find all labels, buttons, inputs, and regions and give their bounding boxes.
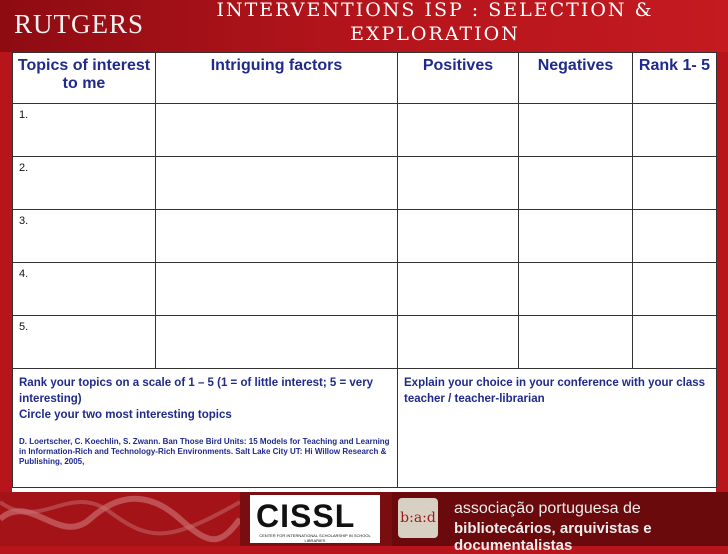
col-rank: Rank 1- 5 [633, 53, 717, 104]
table-row [13, 104, 717, 157]
rank-instruction: Rank your topics on a scale of 1 – 5 (1 = of little interest; 5 = very interesting) [19, 377, 374, 405]
circle-instruction: Circle your two most interesting topics [19, 409, 232, 421]
apbad-banner [392, 492, 728, 554]
cissl-logo [250, 495, 380, 543]
rank-cell[interactable] [633, 263, 717, 316]
negatives-cell[interactable] [519, 104, 633, 157]
negatives-cell[interactable] [519, 263, 633, 316]
cissl-subtitle: CENTER FOR INTERNATIONAL SCHOLARSHIP IN SCHOOL LIBRARIES [259, 533, 371, 543]
topic-cell[interactable] [13, 157, 156, 210]
footer-row [13, 369, 717, 488]
bottom-banner [0, 492, 728, 554]
table-row [13, 316, 717, 369]
table-row [13, 210, 717, 263]
positives-cell[interactable] [398, 263, 519, 316]
cissl-logo-text: CISSL [256, 498, 356, 534]
negatives-cell[interactable] [519, 210, 633, 263]
topic-cell[interactable] [13, 263, 156, 316]
knot-ornament-icon [0, 492, 240, 546]
row-number: 2. [19, 162, 29, 174]
row-number: 3. [19, 215, 29, 227]
header-bar [0, 0, 728, 52]
selection-table [12, 52, 717, 488]
intriguing-cell[interactable] [156, 104, 398, 157]
worksheet [12, 52, 716, 492]
positives-cell[interactable] [398, 104, 519, 157]
rutgers-logo: RUTGERS [14, 9, 145, 39]
intriguing-cell[interactable] [156, 316, 398, 369]
apbad-line-1: associação portuguesa de [454, 500, 641, 517]
topic-cell[interactable] [13, 210, 156, 263]
table-row [13, 157, 717, 210]
positives-cell[interactable] [398, 210, 519, 263]
col-intriguing-factors: Intriguing factors [156, 53, 398, 104]
slide-title [170, 0, 700, 46]
explain-instruction: Explain your choice in your conference with your class teacher / teacher-librarian [404, 377, 706, 405]
row-number: 5. [19, 321, 29, 333]
instructions-cell [13, 369, 398, 488]
explain-cell [398, 369, 717, 488]
rank-cell[interactable] [633, 210, 717, 263]
intriguing-cell[interactable] [156, 157, 398, 210]
apbad-line-2: bibliotecários, arquivistas e documentalistas [454, 520, 652, 554]
col-topics: Topics of interest to me [13, 53, 156, 104]
intriguing-cell[interactable] [156, 210, 398, 263]
title-line-1: INTERVENTIONS ISP : SELECTION & [216, 0, 654, 21]
row-number: 4. [19, 268, 29, 280]
positives-cell[interactable] [398, 316, 519, 369]
citation: D. Loertscher, C. Koechlin, S. Zwann. Ban Those Bird Units: 15 Models for Teaching and Learning in Information-Rich and Technology-Rich Environments. Salt Lake City UT: Hi Willow Research & Publishing, 2005, [19, 437, 390, 466]
negatives-cell[interactable] [519, 157, 633, 210]
bad-logo: b:a:d [398, 498, 438, 538]
table-row [13, 263, 717, 316]
positives-cell[interactable] [398, 157, 519, 210]
intriguing-cell[interactable] [156, 263, 398, 316]
row-number: 1. [19, 109, 29, 121]
title-line-2: EXPLORATION [350, 23, 520, 45]
col-negatives: Negatives [519, 53, 633, 104]
negatives-cell[interactable] [519, 316, 633, 369]
col-positives: Positives [398, 53, 519, 104]
topic-cell[interactable] [13, 104, 156, 157]
rank-cell[interactable] [633, 316, 717, 369]
rank-cell[interactable] [633, 157, 717, 210]
rank-cell[interactable] [633, 104, 717, 157]
topic-cell[interactable] [13, 316, 156, 369]
ornament-image [0, 492, 240, 546]
header-row [13, 53, 717, 104]
